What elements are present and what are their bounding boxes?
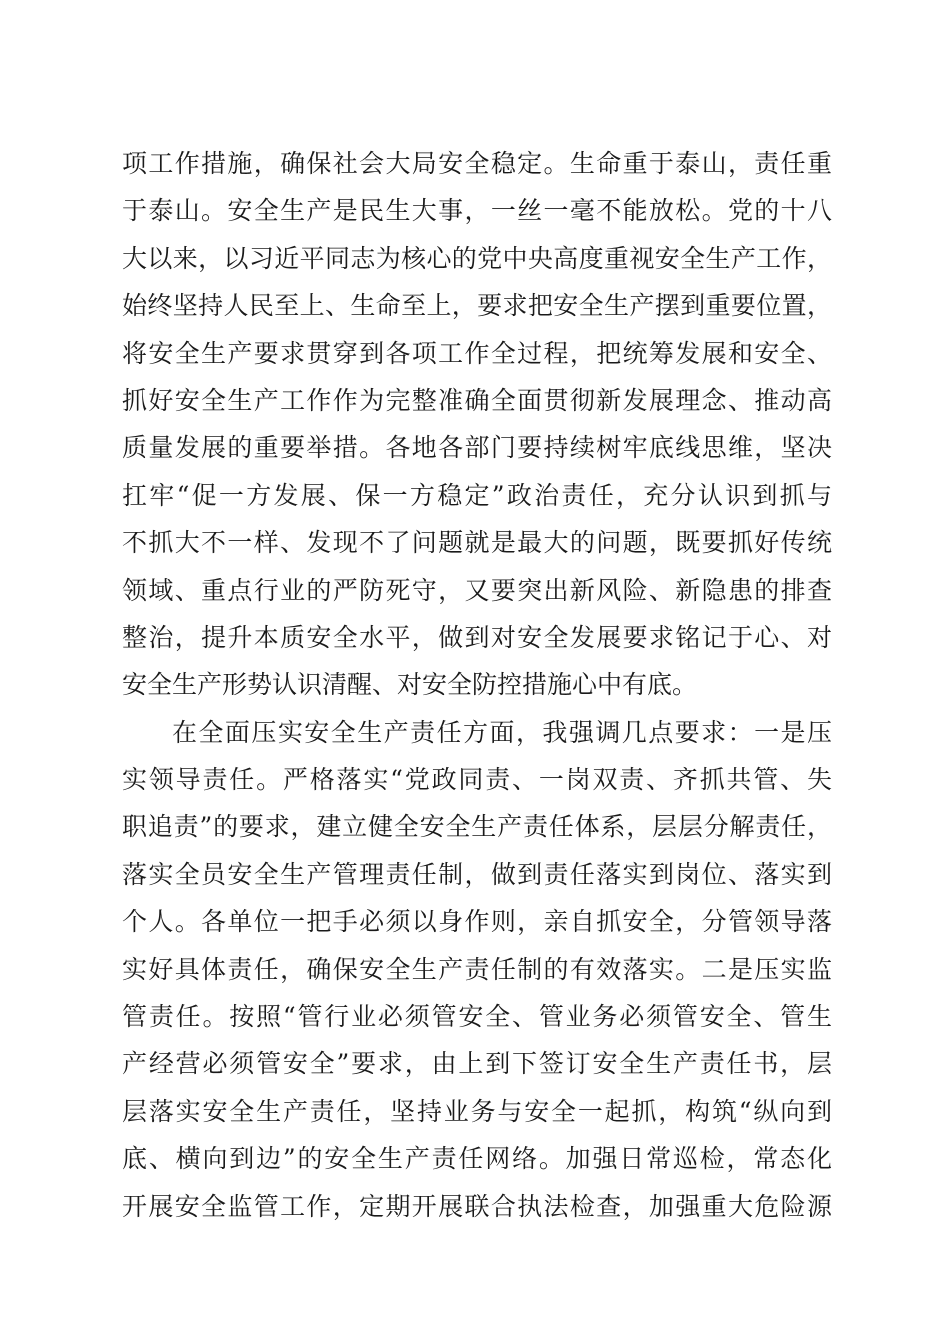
document-body bbox=[122, 140, 832, 1230]
text-line: 底、横向到边”的安全生产责任网络。加强日常巡检，常态化 bbox=[122, 1144, 832, 1174]
text-line: 个人。各单位一把手必须以身作则，亲自抓安全，分管领导落 bbox=[122, 907, 832, 937]
text-line: 抓好安全生产工作作为完整准确全面贯彻新发展理念、推动高 bbox=[122, 385, 832, 415]
text-line: 扛牢“促一方发展、保一方稳定”政治责任，充分认识到抓与 bbox=[122, 480, 832, 510]
text-line: 将安全生产要求贯穿到各项工作全过程，把统筹发展和安全、 bbox=[122, 338, 832, 368]
text-line: 领域、重点行业的严防死守，又要突出新风险、新隐患的排查 bbox=[122, 575, 832, 605]
text-line: 层落实安全生产责任，坚持业务与安全一起抓，构筑“纵向到 bbox=[122, 1096, 832, 1126]
text-line: 在全面压实安全生产责任方面，我强调几点要求：一是压 bbox=[172, 717, 832, 747]
text-line: 职追责”的要求，建立健全安全生产责任体系，层层分解责任， bbox=[122, 812, 832, 842]
text-line: 落实全员安全生产管理责任制，做到责任落实到岗位、落实到 bbox=[122, 859, 832, 889]
text-line: 于泰山。安全生产是民生大事，一丝一毫不能放松。党的十八 bbox=[122, 196, 832, 226]
text-line: 管责任。按照“管行业必须管安全、管业务必须管安全、管生 bbox=[122, 1002, 832, 1032]
text-line: 开展安全监管工作，定期开展联合执法检查，加强重大危险源 bbox=[122, 1191, 832, 1221]
text-line: 始终坚持人民至上、生命至上，要求把安全生产摆到重要位置， bbox=[122, 291, 832, 321]
text-line: 产经营必须管安全”要求，由上到下签订安全生产责任书，层 bbox=[122, 1049, 832, 1079]
text-line: 大以来，以习近平同志为核心的党中央高度重视安全生产工作， bbox=[122, 243, 832, 273]
text-line: 实好具体责任，确保安全生产责任制的有效落实。二是压实监 bbox=[122, 954, 832, 984]
text-line: 项工作措施，确保社会大局安全稳定。生命重于泰山，责任重 bbox=[122, 149, 832, 178]
paragraph-1 bbox=[122, 140, 832, 709]
text-line: 安全生产形势认识清醒、对安全防控措施心中有底。 bbox=[122, 670, 698, 700]
text-line: 不抓大不一样、发现不了问题就是最大的问题，既要抓好传统 bbox=[122, 528, 832, 558]
text-line: 整治，提升本质安全水平，做到对安全发展要求铭记于心、对 bbox=[122, 622, 832, 652]
paragraph-2 bbox=[122, 709, 832, 1230]
text-line: 质量发展的重要举措。各地各部门要持续树牢底线思维，坚决 bbox=[122, 433, 832, 463]
text-line: 实领导责任。严格落实“党政同责、一岗双责、齐抓共管、失 bbox=[122, 765, 832, 795]
